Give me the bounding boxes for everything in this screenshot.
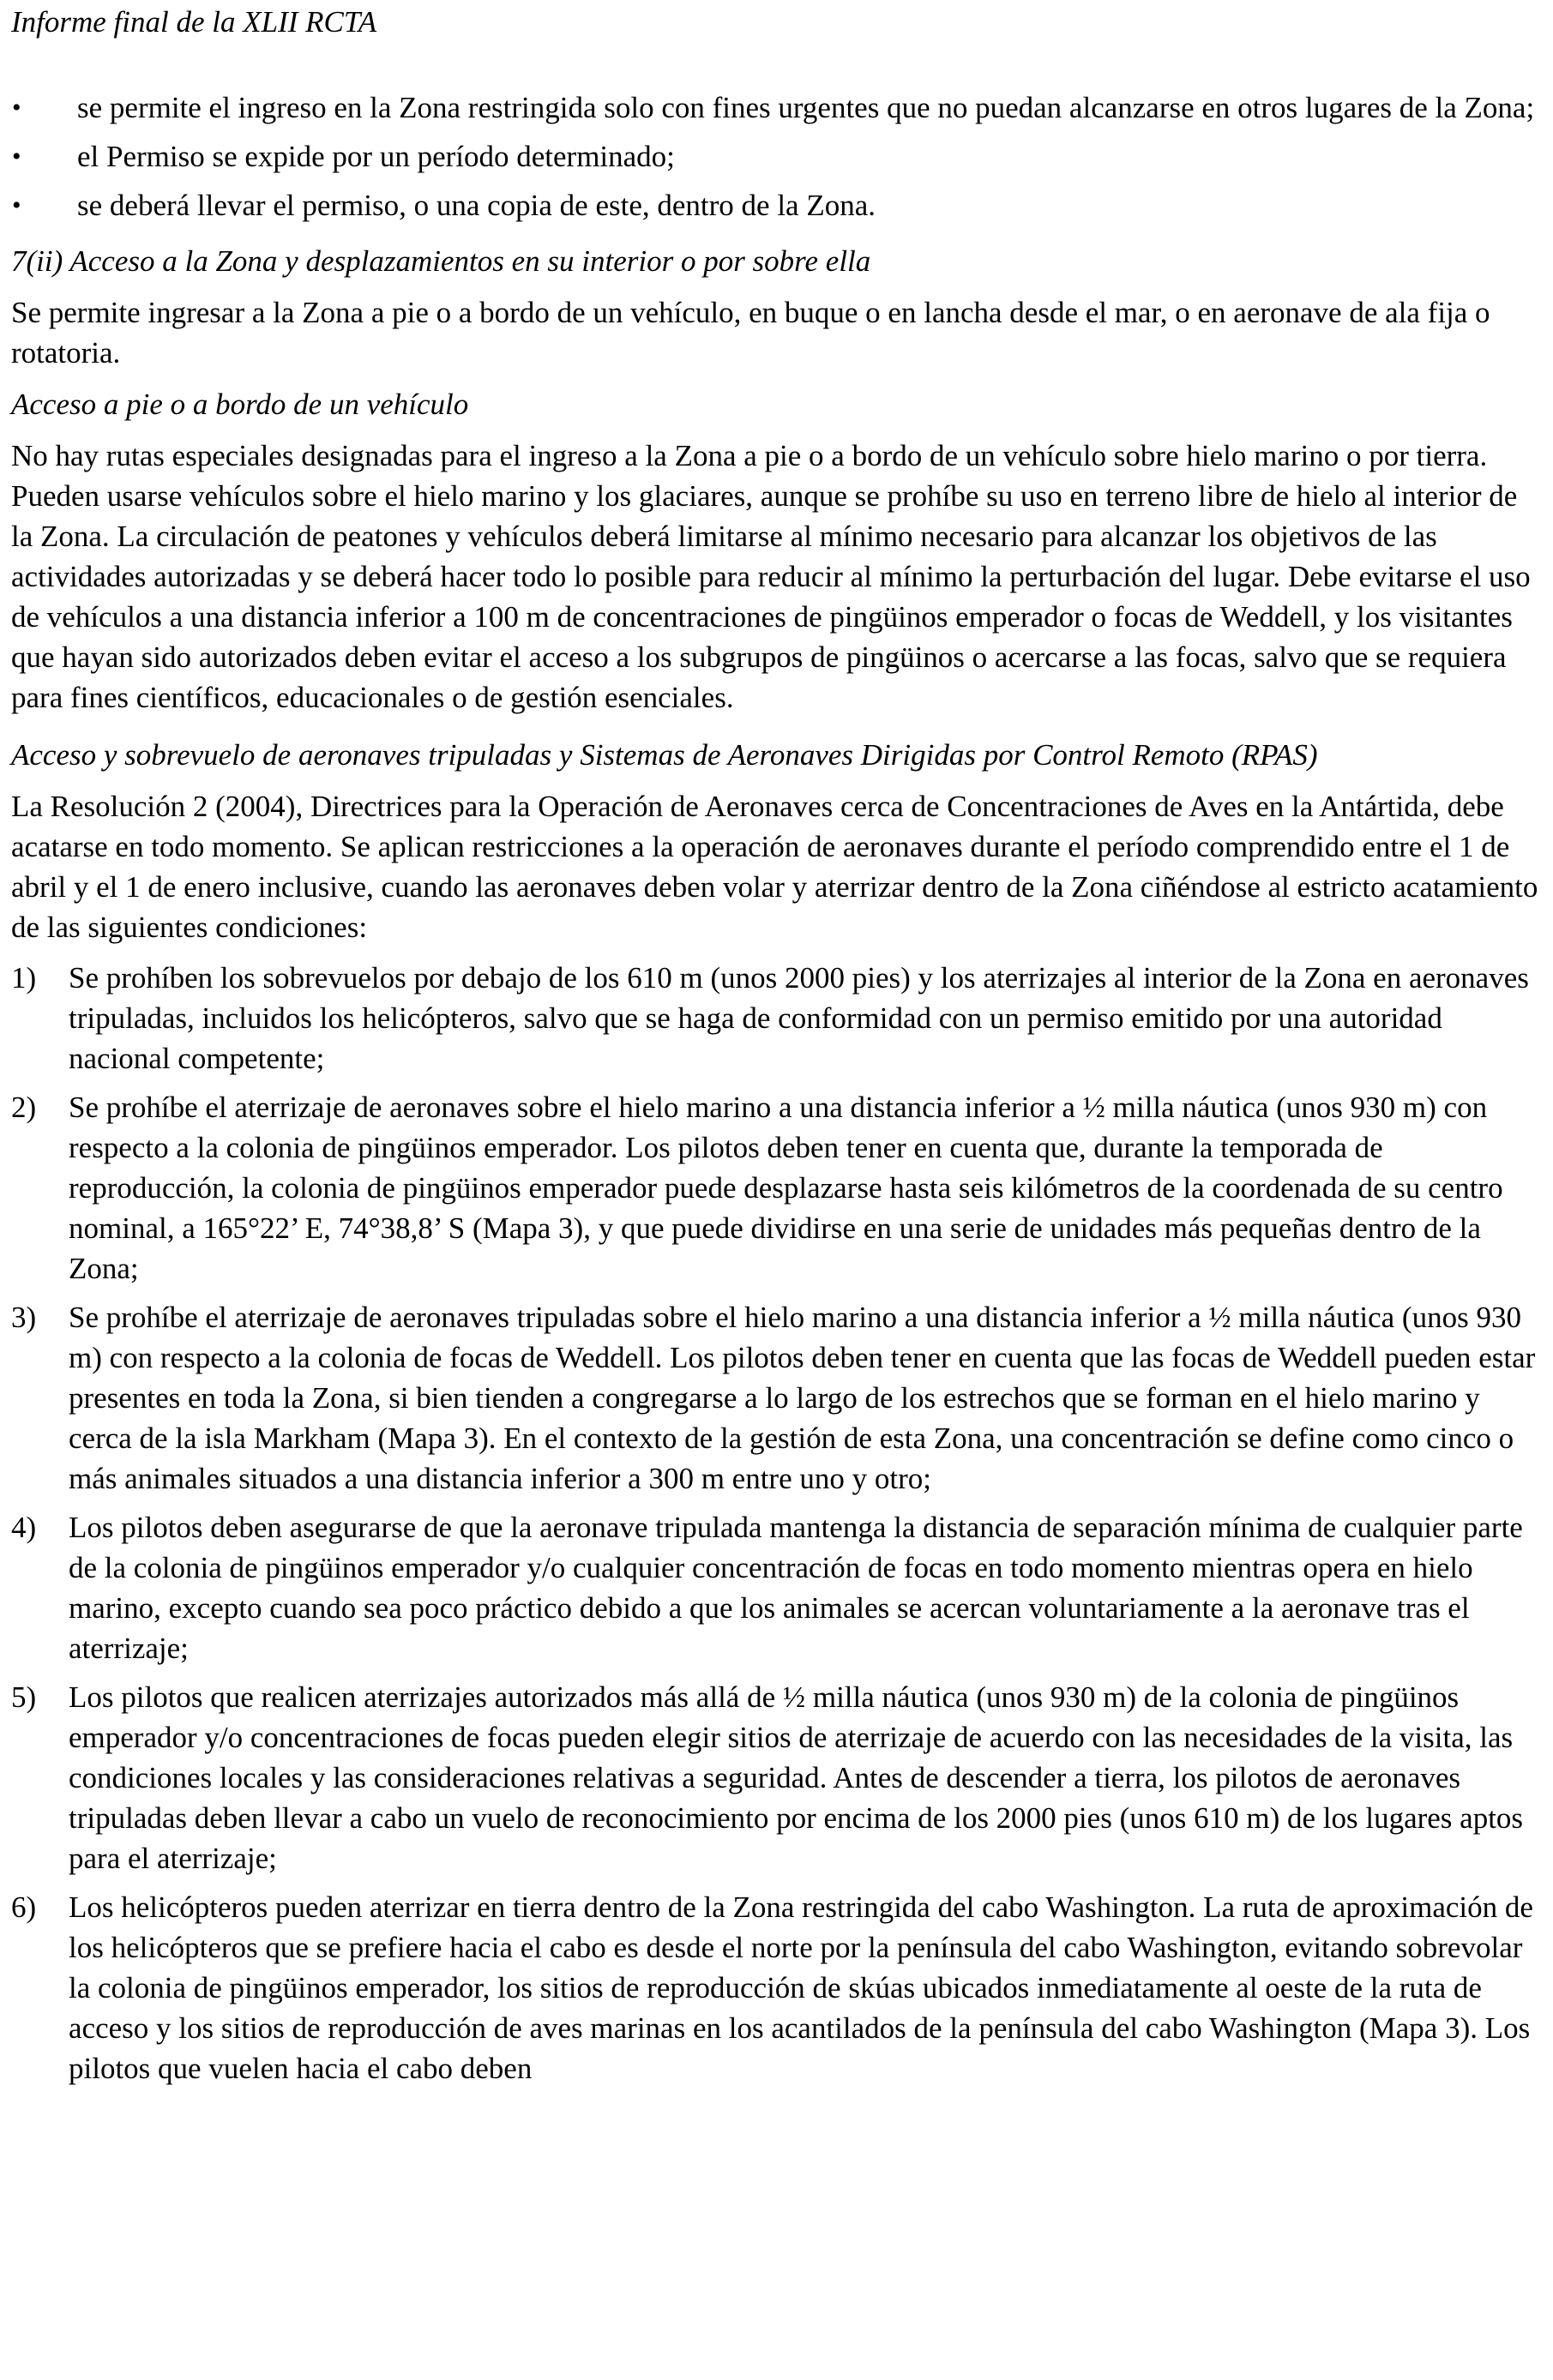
section-heading: 7(ii) Acceso a la Zona y desplazamientos en su interior o por sobre ella (11, 244, 871, 278)
numbered-item (11, 1087, 1546, 1289)
numbered-item (11, 958, 1546, 1079)
section-paragraph: Se permite ingresar a la Zona a pie o a bordo de un vehículo, en buque o en lancha desde el mar, o en aeronave de ala fija o rotatoria. (11, 296, 1490, 370)
item-text: Se prohíben los sobrevuelos por debajo de los 610 m (unos 2000 pies) y los aterrizajes al interior de la Zona en aeronaves tripuladas, incluidos los helicópteros, salvo que se haga de conformidad con un permiso emitido por una autoridad nacional competente; (69, 961, 1529, 1075)
numbered-item (11, 1297, 1546, 1499)
subsection-paragraph-foot-vehicle: No hay rutas especiales designadas para el ingreso a la Zona a pie o a bordo de un vehículo sobre hielo marino o por tierra. Pueden usarse vehículos sobre el hielo marino y los glaciares, aunque se prohíbe su uso en terreno libre de hielo al interior de la Zona. La circulación de peatones y vehículos deberá limitarse al mínimo necesario para alcanzar los objetivos de las actividades autorizadas y se deberá hacer todo lo posible para reducir al mínimo la perturbación del lugar. Debe evitarse el uso de vehículos a una distancia inferior a 100 m de concentraciones de pingüinos emperador o focas de Weddell, y los visitantes que hayan sido autorizados deben evitar el acceso a los subgrupos de pingüinos o acercarse a las focas, salvo que se requiera para fines científicos, educacionales o de gestión esenciales. (11, 439, 1531, 714)
bullet-text: se permite el ingreso en la Zona restringida solo con fines urgentes que no puedan alcanzarse en otros lugares de la Zona; (77, 91, 1535, 124)
item-number: 5) (11, 1680, 37, 1714)
item-text: Los helicópteros pueden aterrizar en tierra dentro de la Zona restringida del cabo Washington. La ruta de aproximación de los helicópteros que se prefiere hacia el cabo es desde el norte por la península del cabo Washington, evitando sobrevolar la colonia de pingüinos emperador, los sitios de reproducción de skúas ubicados inmediatamente al oeste de la ruta de acceso y los sitios de reproducción de aves marinas en los acantilados de la península del cabo Washington (Mapa 3). Los pilotos que vuelen hacia el cabo deben (69, 1890, 1533, 2085)
item-number: 6) (11, 1890, 37, 1924)
item-number: 1) (11, 961, 37, 995)
item-text: Se prohíbe el aterrizaje de aeronaves tripuladas sobre el hielo marino a una distancia inferior a ½ milla náutica (unos 930 m) con respecto a la colonia de focas de Weddell. Los pilotos deben tener en cuenta que las focas de Weddell pueden estar presentes en toda la Zona, si bien tienden a congregarse a lo largo de los estrechos que se forman en el hielo marino y cerca de la isla Markham (Mapa 3). En el contexto de la gestión de esta Zona, una concentración se define como cinco o más animales situados a una distancia inferior a 300 m entre uno y otro; (69, 1301, 1536, 1495)
document-page (11, 0, 1546, 2097)
bullet-icon: • (12, 93, 21, 122)
numbered-item (11, 1887, 1546, 2089)
subsection-heading-foot-vehicle: Acceso a pie o a bordo de un vehículo (11, 388, 469, 421)
bullet-item (11, 136, 1546, 177)
item-text: Los pilotos que realicen aterrizajes autorizados más allá de ½ milla náutica (unos 930 m) de la colonia de pingüinos emperador y/o concentraciones de focas pueden elegir sitios de aterrizaje de acuerdo con las necesidades de la visita, las condiciones locales y las consideraciones relativas a seguridad. Antes de descender a tierra, los pilotos de aeronaves tripuladas deben llevar a cabo un vuelo de reconocimiento por encima de los 2000 pies (unos 610 m) de los lugares aptos para el aterrizaje; (69, 1680, 1524, 1875)
bullet-item (11, 87, 1546, 128)
item-number: 4) (11, 1511, 37, 1544)
subsection-paragraph-aircraft: La Resolución 2 (2004), Directrices para la Operación de Aeronaves cerca de Concentraciones de Aves en la Antártida, debe acatarse en todo momento. Se aplican restricciones a la operación de aeronaves durante el período comprendido entre el 1 de abril y el 1 de enero inclusive, cuando las aeronaves deben volar y aterrizar dentro de la Zona ciñéndose al estricto acatamiento de las siguientes condiciones: (11, 790, 1538, 944)
bullet-icon: • (12, 142, 21, 171)
bullet-icon: • (12, 191, 21, 219)
bullet-text: el Permiso se expide por un período determinado; (77, 140, 675, 173)
subsection-heading-aircraft: Acceso y sobrevuelo de aeronaves tripuladas y Sistemas de Aeronaves Dirigidas por Control Remoto (RPAS) (11, 738, 1318, 772)
running-header: Informe final de la XLII RCTA (11, 5, 377, 39)
item-number: 3) (11, 1301, 37, 1334)
numbered-list (11, 958, 1546, 2089)
item-text: Los pilotos deben asegurarse de que la aeronave tripulada mantenga la distancia de separación mínima de cualquier parte de la colonia de pingüinos emperador y/o cualquier concentración de focas en todo momento mientras opera en hielo marino, excepto cuando sea poco práctico debido a que los animales se acercan voluntariamente a la aeronave tras el aterrizaje; (69, 1511, 1523, 1665)
numbered-item (11, 1677, 1546, 1878)
bullet-list (11, 87, 1546, 225)
item-text: Se prohíbe el aterrizaje de aeronaves sobre el hielo marino a una distancia inferior a ½ milla náutica (unos 930 m) con respecto a la colonia de pingüinos emperador. Los pilotos deben tener en cuenta que, durante la temporada de reproducción, la colonia de pingüinos emperador puede desplazarse hasta seis kilómetros de la coordenada de su centro nominal, a 165°22’ E, 74°38,8’ S (Mapa 3), y que puede dividirse en una serie de unidades más pequeñas dentro de la Zona; (69, 1091, 1503, 1285)
item-number: 2) (11, 1091, 37, 1124)
numbered-item (11, 1507, 1546, 1668)
bullet-item (11, 185, 1546, 225)
bullet-text: se deberá llevar el permiso, o una copia de este, dentro de la Zona. (77, 189, 876, 222)
